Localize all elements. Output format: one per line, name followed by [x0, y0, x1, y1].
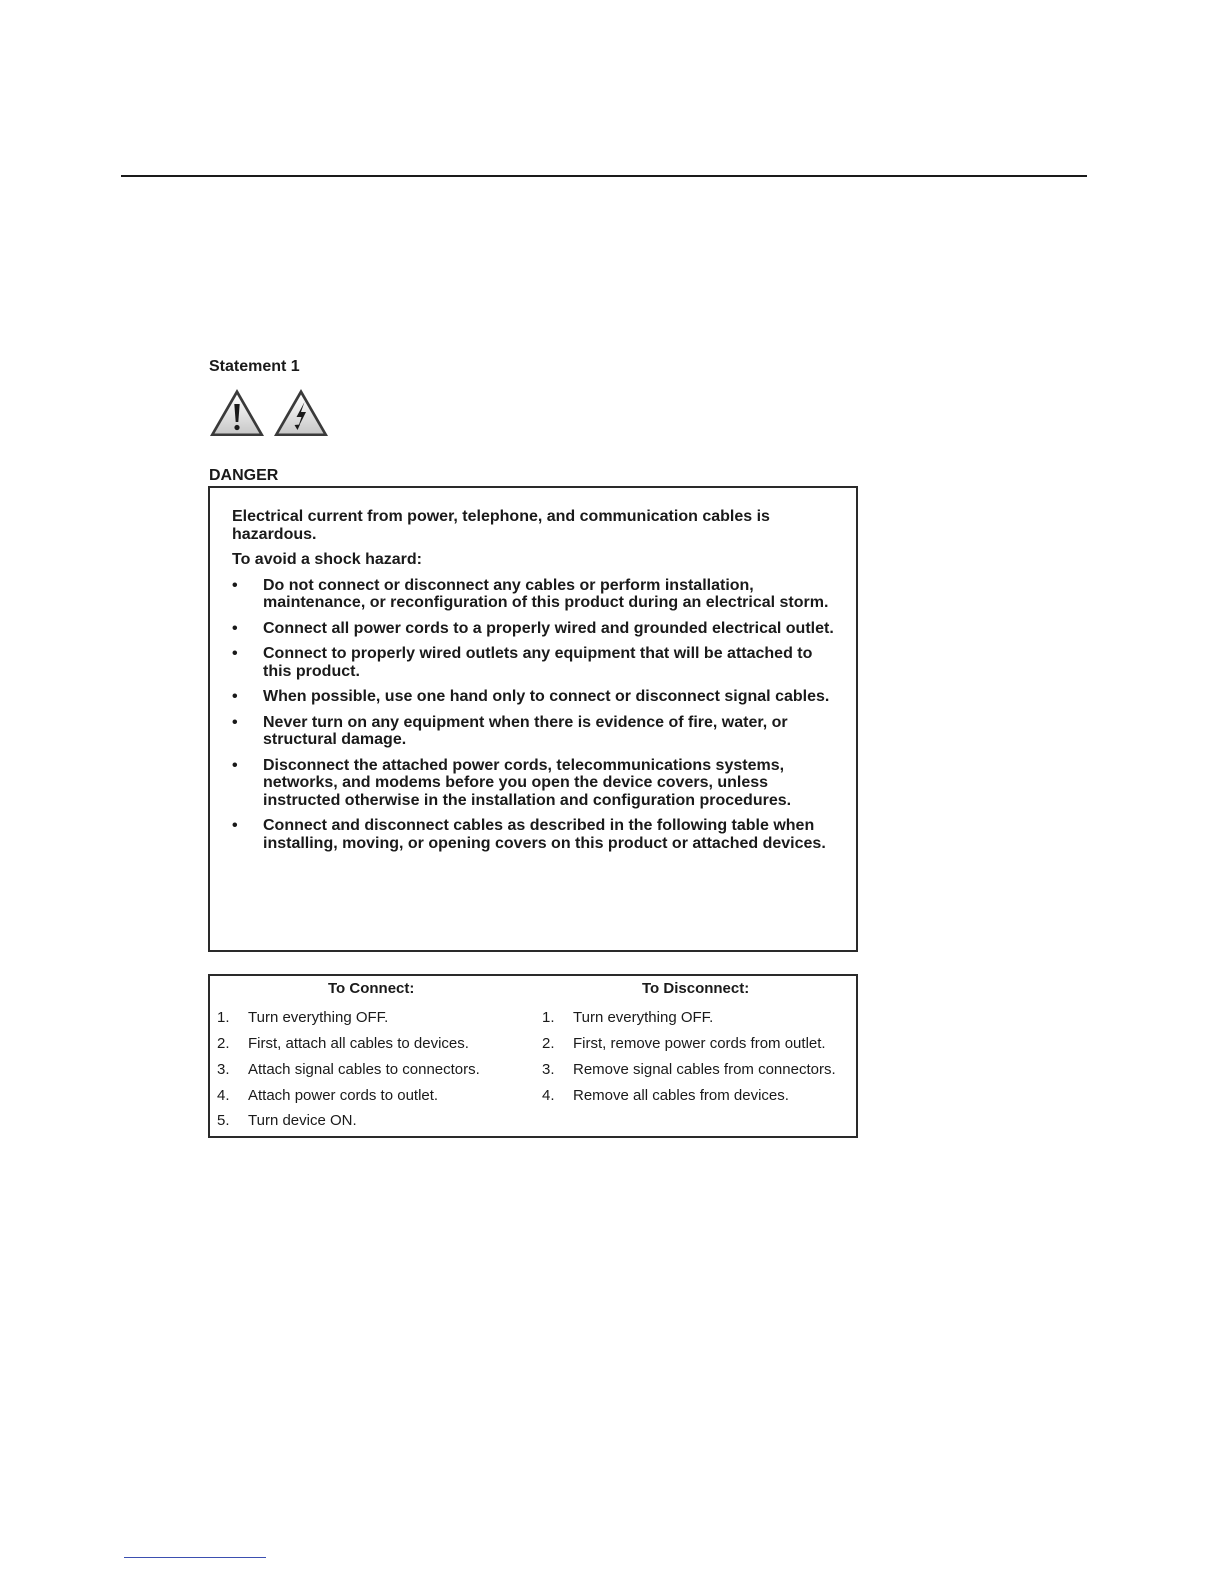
danger-label: DANGER	[209, 467, 279, 484]
list-item: • Do not connect or disconnect any cables or perform installation, maintenance, or reconfiguration of this product during an electrical storm.	[232, 576, 829, 611]
list-item: • Connect and disconnect cables as described in the following table when installing, moving, or opening covers on this product or attached devices.	[232, 817, 826, 852]
bullet-icon: •	[232, 619, 238, 637]
header-rule	[121, 175, 1087, 177]
list-item: • Connect all power cords to a properly wired and grounded electrical outlet.	[232, 619, 834, 637]
bullet-icon: •	[232, 817, 238, 834]
danger-notice-box	[208, 486, 858, 952]
list-item: • Never turn on any equipment when there is evidence of fire, water, or structural damage.	[232, 713, 788, 748]
disconnect-column-header: To Disconnect:	[642, 980, 750, 997]
caution-triangle-icon	[210, 389, 264, 436]
hazard-icons	[209, 387, 331, 439]
footer-rule	[124, 1557, 266, 1558]
danger-intro: Electrical current from power, telephone, and communication cables is hazardous.	[232, 508, 770, 543]
danger-avoid-heading: To avoid a shock hazard:	[232, 551, 422, 568]
bullet-icon: •	[232, 756, 238, 774]
list-item: • When possible, use one hand only to connect or disconnect signal cables.	[232, 688, 830, 705]
bullet-icon: •	[232, 576, 238, 594]
list-item: • Connect to properly wired outlets any equipment that will be attached to this product.	[232, 645, 813, 680]
connect-column-header: To Connect:	[328, 980, 415, 997]
danger-bullet-list	[232, 577, 842, 853]
cable-procedure-table: To Connect: To Disconnect: 1. Turn everything OFF. 2. First, attach all cables to devices. 3. Attach signal cables to connectors. 4. Attach power cords to outlet. 5. Turn device ON. 1. Turn everything OFF. 2. First, remove power cords from outlet. 3. Remove signal cables from connectors. 4. Remove all cables from devices.	[208, 974, 858, 1138]
bullet-icon: •	[232, 645, 238, 662]
danger-content	[232, 508, 842, 860]
list-item: • Disconnect the attached power cords, telecommunications systems, networks, and modems before you open the device covers, unless instructed otherwise in the installation and configuration procedures.	[232, 756, 792, 809]
statement-title: Statement 1	[209, 358, 300, 375]
electrical-hazard-icon	[274, 389, 328, 436]
bullet-icon: •	[232, 688, 238, 705]
bullet-icon: •	[232, 713, 238, 731]
